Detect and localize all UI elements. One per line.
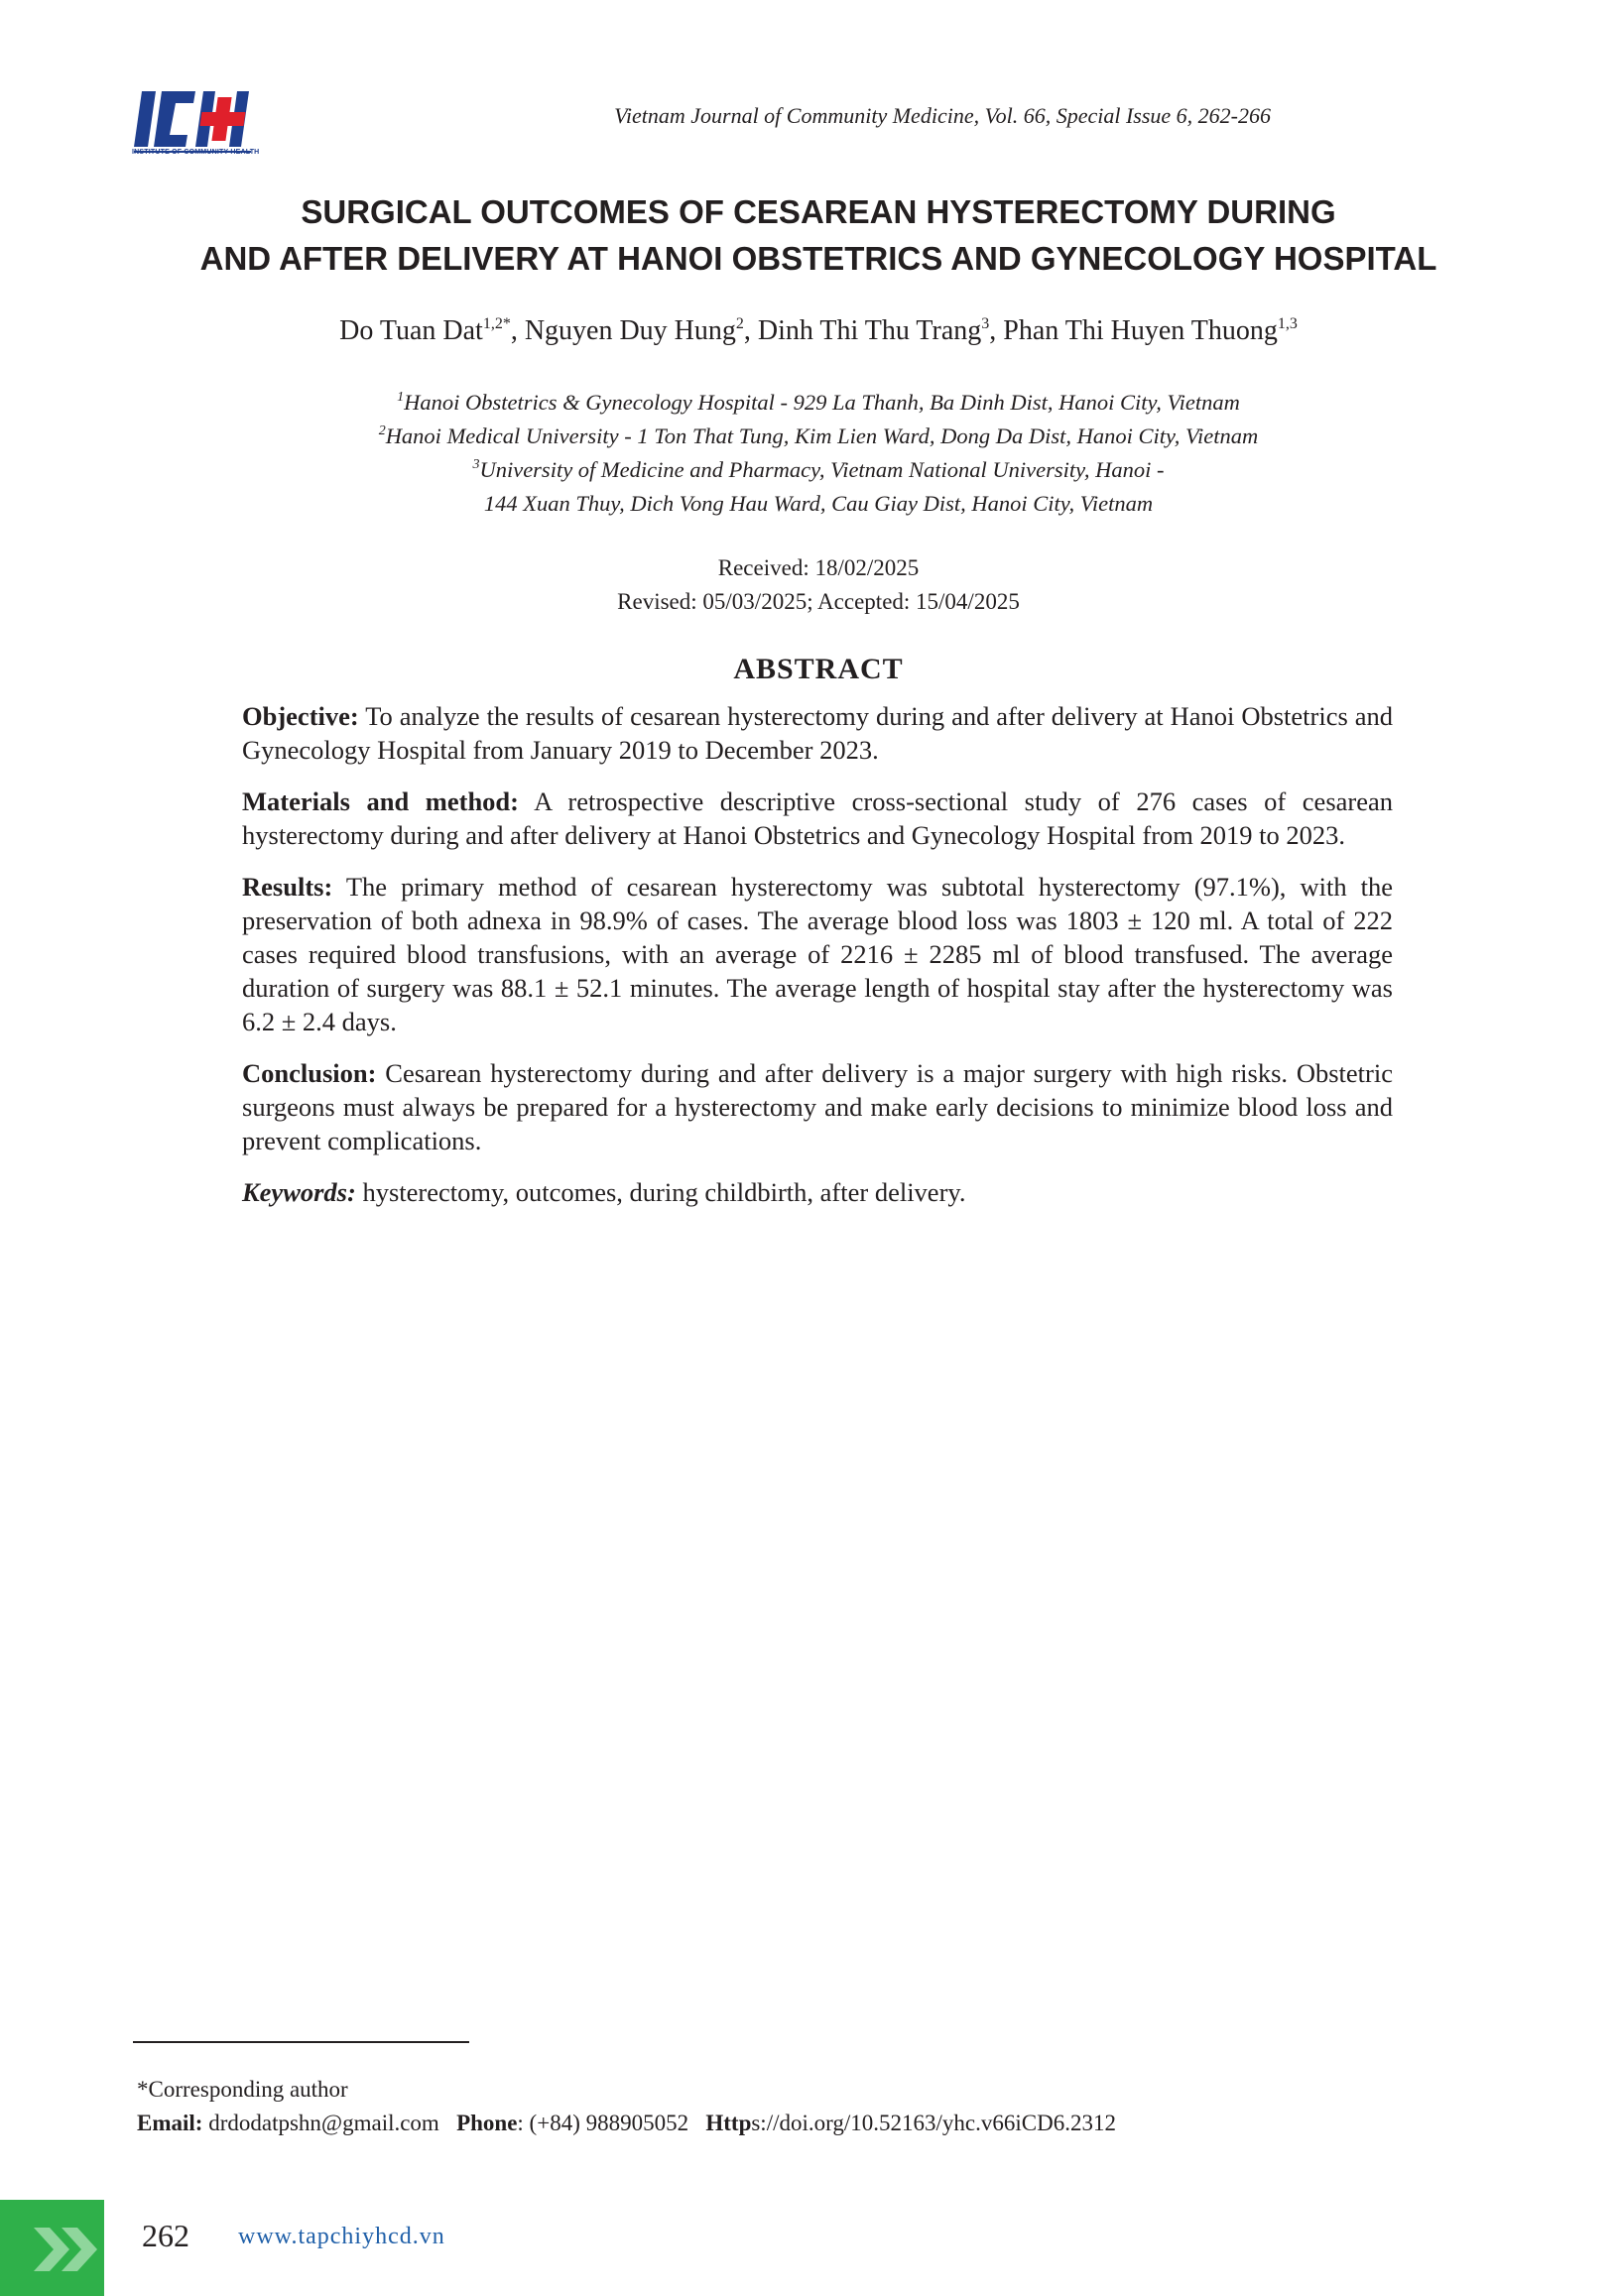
affiliation-line: $^2$Hanoi Medical University - 1 Ton That Tung, Kim Lien Ward, Dong Da Dist, Hanoi City, Vietnam xyxy=(378,423,1259,448)
abstract-results: Results: The primary method of cesarean hysterectomy was subtotal hysterectomy (97.1%), with the preservation of both adnexa in 98.9% of cases. The average blood loss was 1803 ± 120 ml. A total of 222 cases required blood transfusions, with an average of 2216 ± 2285 ml of blood transfused. The average duration of surgery was 88.1 ± 52.1 minutes. The average length of hospital stay after the hysterectomy was 6.2 ± 2.4 days. xyxy=(242,872,1393,1036)
logo-letter-i xyxy=(134,91,156,147)
author-list xyxy=(99,315,1538,347)
affiliation-line: 144 Xuan Thuy, Dich Vong Hau Ward, Cau Giay Dist, Hanoi City, Vietnam xyxy=(483,491,1154,516)
author-affiliation-mark: 1,2* xyxy=(482,315,511,332)
received-date: Received: 18/02/2025 xyxy=(717,555,920,580)
author-separator: , xyxy=(743,315,758,346)
doi-link[interactable]: s://doi.org/10.52163/yhc.v66iCD6.2312 xyxy=(751,2111,1116,2135)
logo-caption: INSTITUTE OF COMMUNITY HEALTH xyxy=(132,149,260,156)
logo-cross-horizontal xyxy=(200,112,246,126)
affiliations xyxy=(99,386,1538,521)
footnote xyxy=(137,2073,1116,2140)
title-line-1: SURGICAL OUTCOMES OF CESAREAN HYSTERECTOMY DURING xyxy=(301,193,1336,230)
website-link[interactable]: www.tapchiyhcd.vn xyxy=(238,2224,445,2249)
article-dates xyxy=(99,551,1538,619)
abstract-objective: Objective: To analyze the results of cesarean hysterectomy during and after delivery at Hanoi Obstetrics and Gynecology Hospital from January 2019 to December 2023. xyxy=(242,701,1393,765)
contact-line: Email: drdodatpshn@gmail.com Phone: (+84) 988905052 Https://doi.org/10.52163/yhc.v66iCD6.2312 xyxy=(137,2111,1116,2135)
footer-green-tab xyxy=(0,2200,104,2296)
author-affiliation-mark: 1,3 xyxy=(1277,315,1298,332)
paper-title xyxy=(99,188,1538,282)
author-name: Dinh Thi Thu Trang xyxy=(757,315,982,346)
author-name: Nguyen Duy Hung xyxy=(524,315,736,346)
author-affiliation-mark: 2 xyxy=(735,315,744,332)
email-address[interactable]: drdodatpshn@gmail.com xyxy=(202,2111,439,2135)
affiliation-line: $^1$Hanoi Obstetrics & Gynecology Hospital - 929 La Thanh, Ba Dinh Dist, Hanoi City, Vietnam xyxy=(397,390,1240,415)
abstract-keywords: Keywords: hysterectomy, outcomes, during childbirth, after delivery. xyxy=(242,1177,966,1207)
corresponding-author-note: *Corresponding author xyxy=(137,2077,348,2102)
author-separator: , xyxy=(510,315,525,346)
abstract-body xyxy=(242,699,1393,1227)
title-line-2: AND AFTER DELIVERY AT HANOI OBSTETRICS AND GYNECOLOGY HOSPITAL xyxy=(199,240,1437,277)
page-number: 262 xyxy=(142,2218,189,2253)
journal-citation: Vietnam Journal of Community Medicine, Vol. 66, Special Issue 6, 262-266 xyxy=(614,103,1271,128)
revised-accepted-date: Revised: 05/03/2025; Accepted: 15/04/2025 xyxy=(617,589,1020,614)
footnote-divider xyxy=(133,2041,469,2043)
logo-letter-c xyxy=(154,91,195,147)
author-separator: , xyxy=(989,315,1004,346)
author-name: Phan Thi Huyen Thuong xyxy=(1003,315,1278,346)
abstract-conclusion: Conclusion: Cesarean hysterectomy during and after delivery is a major surgery with high risks. Obstetric surgeons must always be prepared for a hysterectomy and make early decisions to minimize blood loss and prevent complications. xyxy=(242,1058,1393,1155)
author-name: Do Tuan Dat xyxy=(339,315,483,346)
abstract-methods: Materials and method: A retrospective descriptive cross-sectional study of 276 cases of cesarean hysterectomy during and after delivery at Hanoi Obstetrics and Gynecology Hospital from 2019 to 2023. xyxy=(242,786,1393,850)
abstract-heading: ABSTRACT xyxy=(733,653,904,685)
chevron-right-icon xyxy=(62,2228,97,2271)
author-affiliation-mark: 3 xyxy=(981,315,990,332)
affiliation-line: $^3$University of Medicine and Pharmacy, Vietnam National University, Hanoi - xyxy=(472,457,1165,482)
phone-number: : (+84) 988905052 xyxy=(517,2111,689,2135)
